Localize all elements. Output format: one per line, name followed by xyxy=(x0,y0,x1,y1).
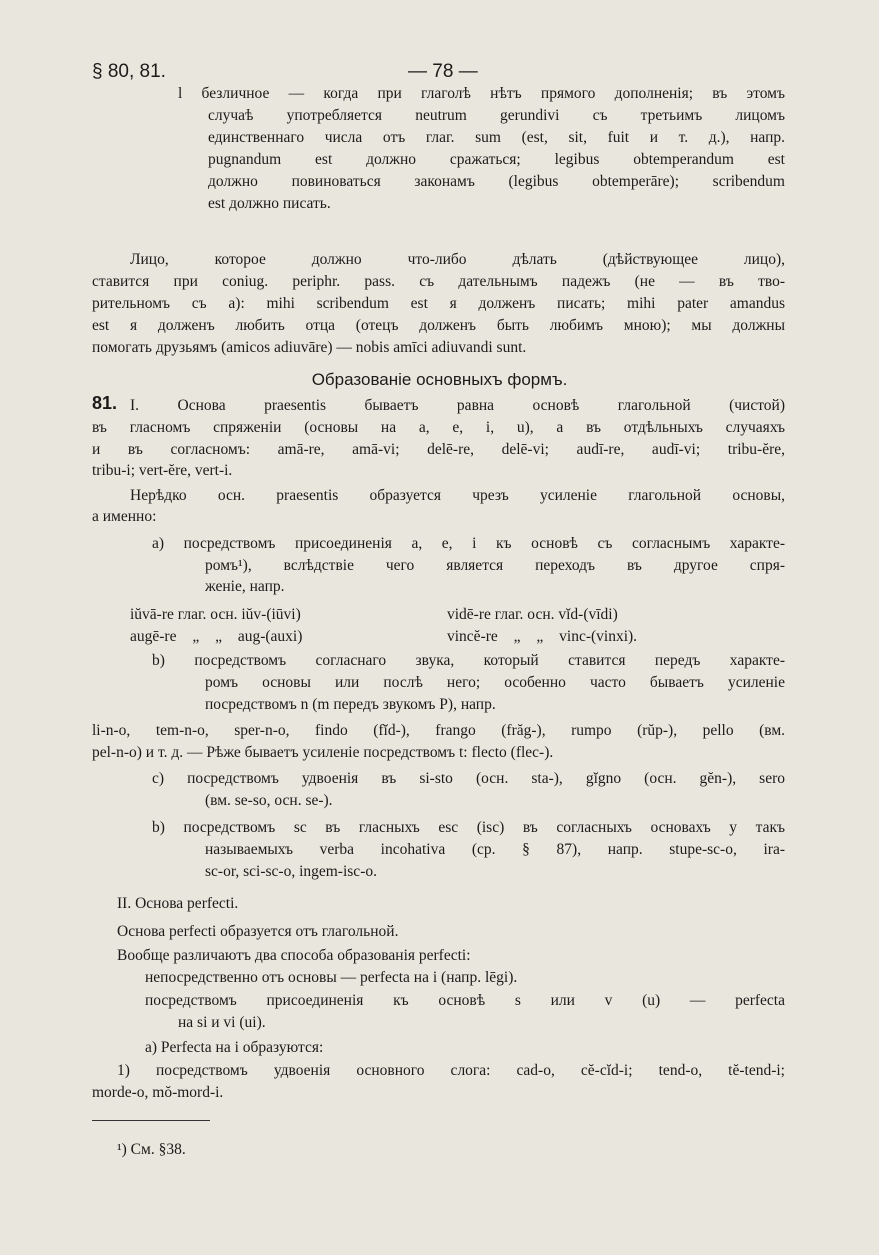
text-line: должно повиноваться законамъ (legibus obtemperāre); scribendum xyxy=(208,173,785,190)
text-line: а) Perfecta на i образуются: xyxy=(145,1039,324,1056)
example-cell: vincĕ-re „ „ vinc-(vinxi). xyxy=(447,628,638,645)
text-line: l безличное — когда при глаголѣ нѣтъ прямого дополненія; въ этомъ xyxy=(178,85,785,102)
text-line: помогать друзьямъ (amicos adiuvāre) — nobis amīci adiuvandi sunt. xyxy=(92,339,527,356)
text-line: sc-or, sci-sc-o, ingem-isc-o. xyxy=(205,863,377,880)
text-line: tribu-i; vert-ĕre, vert-i. xyxy=(92,462,233,479)
text-line: b) посредствомъ согласнаго звука, который ставится передъ характе- xyxy=(152,652,785,669)
page-number: — 78 — xyxy=(408,61,478,82)
example-cell: augē-re „ „ aug-(auxi) xyxy=(130,628,303,645)
text-line: est я долженъ любить отца (отецъ долженъ быть любимъ мною); мы должны xyxy=(92,317,785,334)
text-line: называемыхъ verba incohativa (ср. § 87), напр. stupe-sc-o, ira- xyxy=(205,841,785,858)
text-line: рительномъ съ а): mihi scribendum est я долженъ писать; mihi pater amandus xyxy=(92,295,785,312)
text-line: непосредственно отъ основы — perfecta на i (напр. lēgi). xyxy=(145,969,518,986)
text-line: c) посредствомъ удвоенія въ si-sto (осн. sta-), gĭgno (осн. gĕn-), sero xyxy=(152,770,785,787)
text-line: Лицо, которое должно что-либо дѣлать (дѣйствующее лицо), xyxy=(130,251,785,268)
text-line: pel-n-o) и т. д. — Рѣже бываетъ усиленіе посредствомъ t: flecto (flec-). xyxy=(92,744,554,761)
section-reference: § 80, 81. xyxy=(92,61,166,82)
text-line: Основа perfecti образуется отъ глагольной. xyxy=(117,923,399,940)
text-line: на si и vi (ui). xyxy=(178,1014,266,1031)
text-line: и въ согласномъ: amā-re, amā-vi; delē-re, delē-vi; audī-re, audī-vi; tribu-ĕre, xyxy=(92,441,785,458)
example-cell: vidē-re глаг. осн. vĭd-(vīdi) xyxy=(447,606,618,623)
text-line: I. Основа praesentis бываетъ равна основѣ глагольной (чистой) xyxy=(130,397,785,414)
footnote-divider xyxy=(92,1120,210,1121)
text-line: est должно писать. xyxy=(208,195,331,212)
text-line: b) посредствомъ sc въ гласныхъ esc (isc) въ согласныхъ основахъ у такъ xyxy=(152,819,785,836)
text-line: ромъ¹), вслѣдствіе чего является переходъ въ другое спря- xyxy=(205,557,785,574)
section-number: 81. xyxy=(92,393,118,413)
text-line: а именно: xyxy=(92,508,157,525)
text-line: посредствомъ присоединенія къ основѣ s или v (u) — perfecta xyxy=(145,992,785,1009)
text-line: случаѣ употребляется neutrum gerundivi съ третьимъ лицомъ xyxy=(208,107,785,124)
text-line: ромъ основы или послѣ него; особенно часто бываетъ усиленіе xyxy=(205,674,785,691)
text-line: въ гласномъ спряженіи (основы на a, e, i, u), а въ отдѣльныхъ случаяхъ xyxy=(92,419,785,436)
text-line: ставится при coniug. periphr. pass. съ дательнымъ падежъ (не — въ тво- xyxy=(92,273,785,290)
section-heading: Образованіе основныхъ формъ. xyxy=(311,370,568,389)
text-line: Вообще различаютъ два способа образованія perfecti: xyxy=(117,947,471,964)
text-line: женіе, напр. xyxy=(205,578,285,595)
text-line: Нерѣдко осн. praesentis образуется чрезъ усиленіе глагольной основы, xyxy=(130,487,785,504)
example-cell: iŭvā-re глаг. осн. iŭv-(iūvi) xyxy=(130,606,301,623)
footnote: ¹) См. §38. xyxy=(117,1141,186,1158)
text-line: morde-o, mŏ-mord-i. xyxy=(92,1084,224,1101)
text-line: единственнаго числа отъ глаг. sum (est, sit, fuit и т. д.), напр. xyxy=(208,129,785,146)
text-line: 1) посредствомъ удвоенія основного слога: cad-o, cĕ-cĭd-i; tend-o, tĕ-tend-i; xyxy=(117,1062,785,1079)
text-line: pugnandum est должно сражаться; legibus obtemperandum est xyxy=(208,151,785,168)
text-line: а) посредствомъ присоединенія a, e, i къ основѣ съ согласнымъ характе- xyxy=(152,535,785,552)
text-line: li-n-o, tem-n-o, sper-n-o, findo (fĭd-), frango (frăg-), rumpo (rŭp-), pello (вм. xyxy=(92,722,785,739)
text-line: (вм. se-so, осн. se-). xyxy=(205,792,333,809)
text-line: посредствомъ n (m передъ звукомъ P), напр. xyxy=(205,696,496,713)
subsection-heading: II. Основа perfecti. xyxy=(117,895,239,912)
